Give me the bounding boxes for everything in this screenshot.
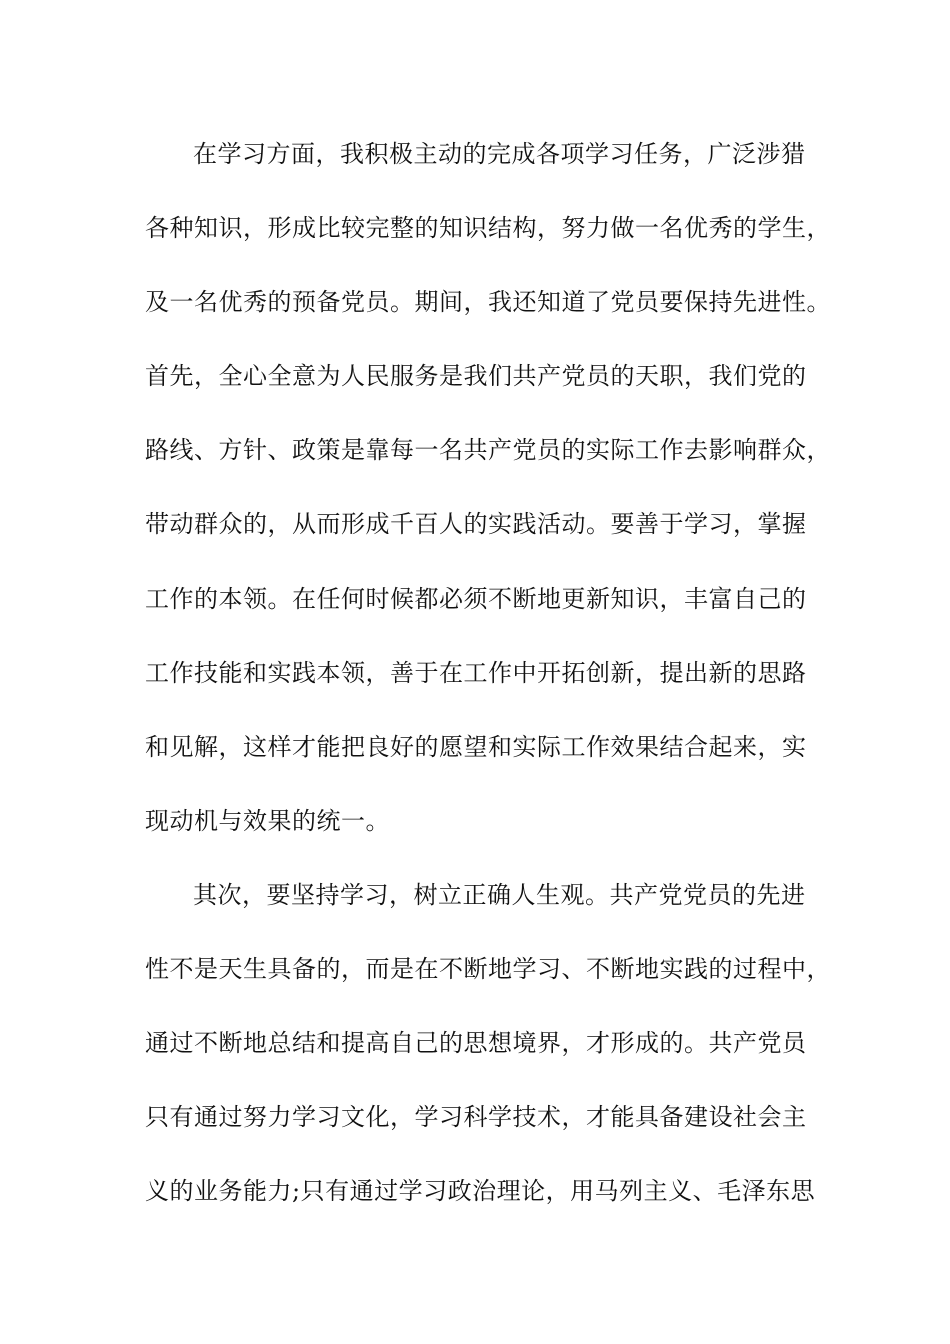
paragraph-1-line-5: 路线、方针、政策是靠每一名共产党员的实际工作去影响群众， xyxy=(145,436,831,464)
paragraph-2-line-5: 义的业务能力;只有通过学习政治理论，用马列主义、毛泽东思 xyxy=(145,1177,816,1205)
paragraph-1-line-1: 在学习方面，我积极主动的完成各项学习任务，广泛涉猎 xyxy=(193,140,806,168)
paragraph-2-line-3: 通过不断地总结和提高自己的思想境界，才形成的。共产党员 xyxy=(145,1029,807,1057)
paragraph-2-line-1: 其次，要坚持学习，树立正确人生观。共产党党员的先进 xyxy=(193,881,806,909)
paragraph-1-line-3: 及一名优秀的预备党员。期间，我还知道了党员要保持先进性。 xyxy=(145,288,831,316)
paragraph-1-line-6: 带动群众的，从而形成千百人的实践活动。要善于学习，掌握 xyxy=(145,510,807,538)
paragraph-1-line-9: 和见解，这样才能把良好的愿望和实际工作效果结合起来，实 xyxy=(145,733,807,761)
paragraph-2-line-4: 只有通过努力学习文化，学习科学技术，才能具备建设社会主 xyxy=(145,1103,807,1131)
paragraph-1-line-2: 各种知识，形成比较完整的知识结构，努力做一名优秀的学生， xyxy=(145,214,831,242)
paragraph-1-line-7: 工作的本领。在任何时候都必须不断地更新知识，丰富自己的 xyxy=(145,585,807,613)
paragraph-1-line-4: 首先，全心全意为人民服务是我们共产党员的天职，我们党的 xyxy=(145,362,807,390)
paragraph-2-line-2: 性不是天生具备的，而是在不断地学习、不断地实践的过程中， xyxy=(145,955,831,983)
paragraph-1-line-10: 现动机与效果的统一。 xyxy=(145,807,390,835)
paragraph-1-line-8: 工作技能和实践本领，善于在工作中开拓创新，提出新的思路 xyxy=(145,659,807,687)
